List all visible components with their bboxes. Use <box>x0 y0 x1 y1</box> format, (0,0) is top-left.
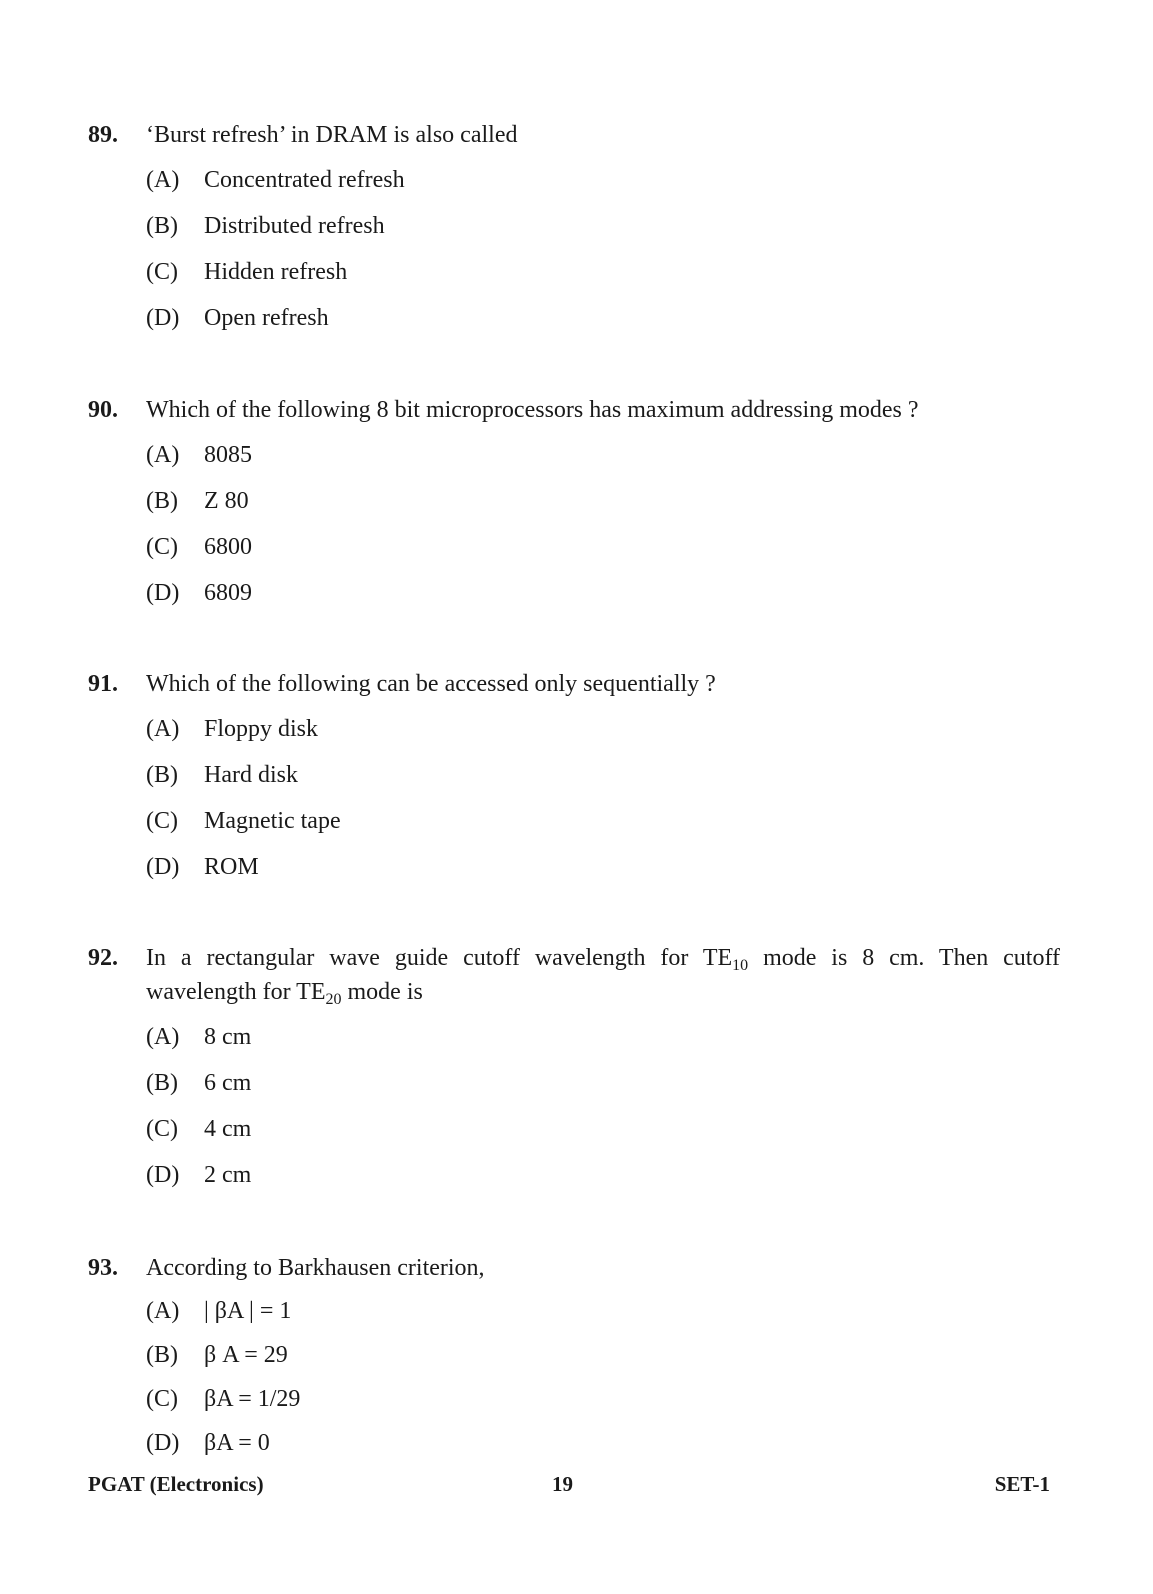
stem-text: In a rectangular wave guide cutoff wavelength for TE <box>146 945 733 971</box>
option-text: 6 cm <box>204 1070 252 1096</box>
question-stem: Which of the following can be accessed only sequentially ? <box>146 671 716 697</box>
option-b <box>146 1066 1060 1112</box>
question-91 <box>88 667 1060 896</box>
option-letter: (A) <box>146 167 180 193</box>
question-stem-line-1 <box>146 941 1060 975</box>
option-text: Z 80 <box>204 488 249 514</box>
options-list <box>146 163 1060 347</box>
stem-text: mode is 8 cm. Then cutoff <box>748 945 1060 971</box>
option-c <box>146 1112 1060 1158</box>
option-d <box>146 301 1060 347</box>
option-text: Open refresh <box>204 305 329 331</box>
option-letter: (C) <box>146 808 178 834</box>
option-letter: (D) <box>146 1430 180 1456</box>
option-letter: (A) <box>146 1024 180 1050</box>
question-number: 93. <box>88 1255 118 1281</box>
option-d <box>146 576 1060 622</box>
option-text: Concentrated refresh <box>204 167 405 193</box>
exam-title: PGAT (Electronics) <box>88 1472 264 1496</box>
option-text: 4 cm <box>204 1116 252 1142</box>
option-letter: (B) <box>146 213 178 239</box>
option-letter: (A) <box>146 1298 180 1324</box>
option-letter: (B) <box>146 1070 178 1096</box>
option-d <box>146 850 1060 896</box>
question-93 <box>88 1251 1060 1470</box>
option-b <box>146 1338 1060 1382</box>
option-c <box>146 530 1060 576</box>
options-list <box>146 1020 1060 1204</box>
option-text: 6809 <box>204 580 252 606</box>
option-c <box>146 804 1060 850</box>
question-number: 89. <box>88 122 118 148</box>
option-text: | βA | = 1 <box>204 1298 292 1324</box>
question-90 <box>88 393 1060 622</box>
option-text: Distributed refresh <box>204 213 385 239</box>
option-text: 6800 <box>204 534 252 560</box>
option-letter: (C) <box>146 259 178 285</box>
option-letter: (A) <box>146 716 180 742</box>
option-text: 2 cm <box>204 1162 252 1188</box>
option-letter: (C) <box>146 534 178 560</box>
te-mode-subscript: 20 <box>325 991 342 1008</box>
set-label: SET-1 <box>994 1472 1050 1496</box>
option-text: β A = 29 <box>204 1342 288 1368</box>
options-list <box>146 438 1060 622</box>
option-b <box>146 758 1060 804</box>
stem-text: wavelength for TE <box>146 979 326 1005</box>
te-mode-subscript: 10 <box>732 957 749 974</box>
question-number: 90. <box>88 397 118 423</box>
question-number: 91. <box>88 671 118 697</box>
options-list <box>146 712 1060 896</box>
option-letter: (A) <box>146 442 180 468</box>
option-text: 8 cm <box>204 1024 252 1050</box>
question-stem: According to Barkhausen criterion, <box>146 1255 485 1281</box>
stem-text: mode is <box>341 979 423 1005</box>
option-a <box>146 438 1060 484</box>
option-d <box>146 1158 1060 1204</box>
option-letter: (C) <box>146 1386 178 1412</box>
option-text: Magnetic tape <box>204 808 341 834</box>
option-b <box>146 209 1060 255</box>
options-list <box>146 1294 1060 1470</box>
option-letter: (B) <box>146 762 178 788</box>
option-a <box>146 1294 1060 1338</box>
option-letter: (D) <box>146 1162 180 1188</box>
question-stem: ‘Burst refresh’ in DRAM is also called <box>146 122 518 148</box>
question-89 <box>88 118 1060 347</box>
option-letter: (B) <box>146 488 178 514</box>
option-a <box>146 1020 1060 1066</box>
option-a <box>146 163 1060 209</box>
option-a <box>146 712 1060 758</box>
option-letter: (D) <box>146 305 180 331</box>
option-letter: (B) <box>146 1342 178 1368</box>
option-d <box>146 1426 1060 1470</box>
option-text: βA = 0 <box>204 1430 270 1456</box>
option-c <box>146 1382 1060 1426</box>
option-letter: (D) <box>146 854 180 880</box>
option-c <box>146 255 1060 301</box>
option-letter: (D) <box>146 580 180 606</box>
question-stem: Which of the following 8 bit microprocessors has maximum addressing modes ? <box>146 397 919 423</box>
option-text: Hidden refresh <box>204 259 348 285</box>
option-text: βA = 1/29 <box>204 1386 301 1412</box>
option-letter: (C) <box>146 1116 178 1142</box>
question-number: 92. <box>88 945 118 971</box>
option-text: 8085 <box>204 442 252 468</box>
question-stem-line-2 <box>146 975 1060 1009</box>
option-text: Hard disk <box>204 762 298 788</box>
option-text: Floppy disk <box>204 716 319 742</box>
option-b <box>146 484 1060 530</box>
page-footer <box>88 1472 1050 1502</box>
question-92 <box>88 941 1060 1204</box>
option-text: ROM <box>204 854 259 880</box>
page-number: 19 <box>552 1472 573 1496</box>
